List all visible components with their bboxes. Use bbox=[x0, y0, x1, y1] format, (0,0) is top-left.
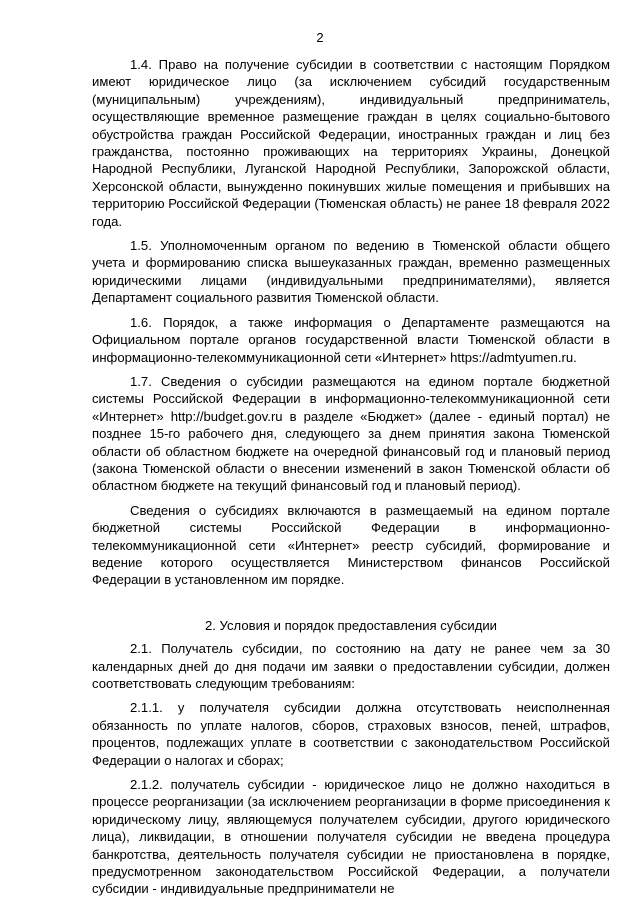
paragraph-2-1: 2.1. Получатель субсидии, по состоянию на дату не ранее чем за 30 календарных дней до дня подачи им заявки о предоставлении субсидии, должен соответствовать следующим требованиям: bbox=[92, 641, 610, 691]
paragraph-1-7: 1.7. Сведения о субсидии размещаются на едином портале бюджетной системы Российской Федерации в информационно-телекоммуникационной сети «Интернет» http://budget.gov.ru в разделе «Бюджет» (далее - единый портал) не позднее 15-го рабочего дня, следующего за днем принятия закона Тюменской области об областном бюджете на очередной финансовый год и плановый период (закона Тюменской области о внесении изменений в закон Тюменской области об областном бюджете на текущий финансовый год и плановый период). bbox=[92, 373, 610, 494]
paragraph-2-1-2: 2.1.2. получатель субсидии - юридическое лицо не должно находиться в процессе реорганизации (за исключением реорганизации в форме присоединения к юридическому лицу, являющемуся получателем субсидии, другого юридического лица), ликвидации, в отношении получателя субсидии не введена процедура банкротства, деятельность получателя субсидии не приостановлена в порядке, предусмотренном законодательством Российской Федерации, а получатели субсидии - индивидуальные предприниматели не bbox=[92, 777, 610, 897]
paragraph-1-5: 1.5. Уполномоченным органом по ведению в Тюменской области общего учета и формированию списка вышеуказанных граждан, временно размещенных юридическими лицами (индивидуальными предпринимателями), является Департамент социального развития Тюменской области. bbox=[92, 238, 610, 306]
paragraph-1-4: 1.4. Право на получение субсидии в соответствии с настоящим Порядком имеют юридическое лицо (за исключением субсидий государственным (муниципальным) учреждениям), индивидуальный предприниматель, осуществляющие временное размещение граждан в целях социально-бытового обустройства граждан Российской Федерации, иностранных граждан и лиц без гражданства, постоянно проживающих на территориях Украины, Донецкой Народной Республики, Луганской Народной Республики, Запорожской области, Херсонской области, вынужденно покинувших жилые помещения и прибывших на территорию Российской Федерации (Тюменская область) не ранее 18 февраля 2022 года. bbox=[92, 57, 610, 229]
paragraph-subsidy-registry: Сведения о субсидиях включаются в размещаемый на едином портале бюджетной системы Российской Федерации в информационно-телекоммуникационной сети «Интернет» реестр субсидий, формирование и ведение которого осуществляется Министерством финансов Российской Федерации в установленном им порядке. bbox=[92, 502, 610, 588]
document-body bbox=[92, 56, 610, 905]
paragraph-1-6: 1.6. Порядок, а также информация о Департаменте размещаются на Официальном портале органов государственной власти Тюменской области в информационно-телекоммуникационной сети «Интернет» https://admtyumen.ru. bbox=[92, 314, 610, 365]
section-heading: 2. Условия и порядок предоставления субсидии bbox=[205, 617, 497, 633]
paragraph-2-1-1: 2.1.1. у получателя субсидии должна отсутствовать неисполненная обязанность по уплате налогов, сборов, страховых взносов, пеней, штрафов, процентов, подлежащих уплате в соответствии с законодательством Российской Федерации о налогах и сборах; bbox=[92, 700, 610, 768]
page-number: 2 bbox=[316, 30, 324, 45]
